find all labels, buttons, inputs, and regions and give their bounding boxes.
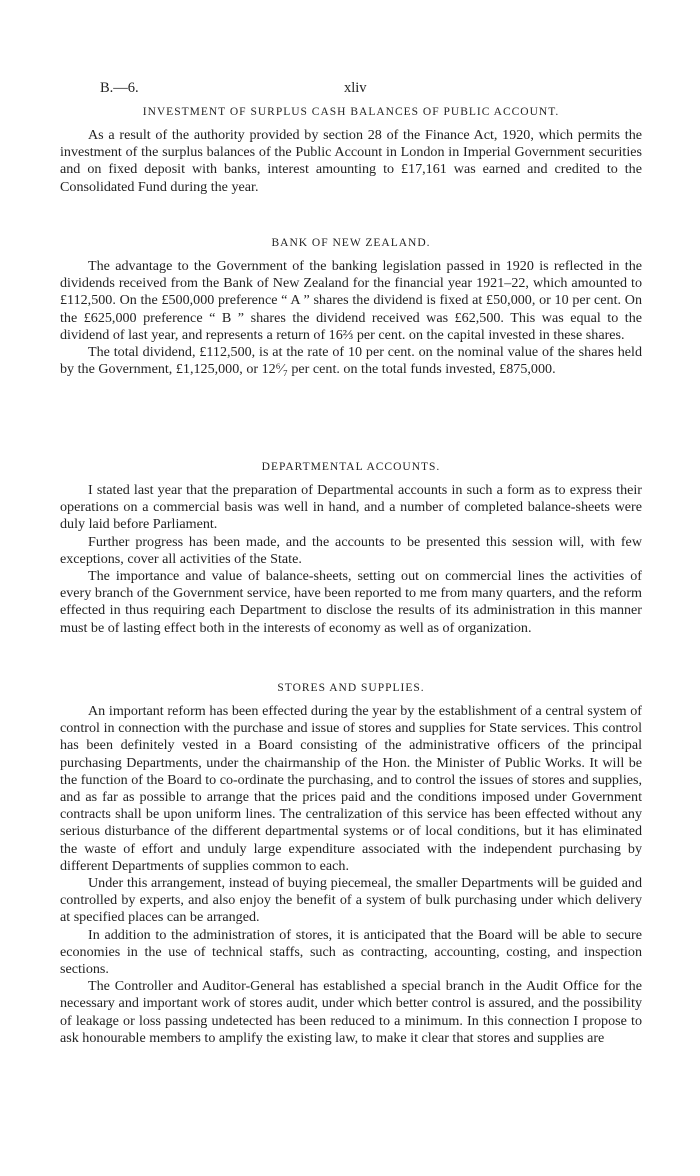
paragraph: The total dividend, £112,500, is at the rate of 10 per cent. on the nominal value of the shares held by the Government, £1,125,000, or 12⁶⁄₇ per cent. on the total funds invested, £875,000. (60, 344, 642, 378)
section-departmental-accounts (60, 460, 642, 637)
paragraph: I stated last year that the preparation of Departmental accounts in such a form as to express their operations on a commercial basis was well in hand, and a number of completed balance-sheets were duly laid before Parliament. (60, 482, 642, 533)
paragraph: The Controller and Auditor-General has established a special branch in the Audit Office for the necessary and important work of stores audit, under which better control is assured, and the possibility of leakage or loss passing undetected has been reduced to a minimum. In this connection I propose to ask honourable members to amplify the existing law, to make it clear that stores and supplies are (60, 978, 642, 1046)
paragraph: The advantage to the Government of the banking legislation passed in 1920 is reflected in the dividends received from the Bank of New Zealand for the financial year 1921–22, which amounted to £112,500. On the £500,000 preference “ A ” shares the dividend is fixed at £50,000, or 10 per cent. On the £625,000 preference “ B ” shares the dividend received was £62,500. This was equal to the dividend of last year, and represents a return of 16⅔ per cent. on the capital invested in these shares. (60, 258, 642, 343)
section-heading: BANK OF NEW ZEALAND. (271, 237, 431, 249)
paragraph: Under this arrangement, instead of buying piecemeal, the smaller Departments will be guided and controlled by experts, and also enjoy the benefit of a system of bulk purchasing under which delivery at specified places can be arranged. (60, 875, 642, 926)
section-investment (60, 105, 642, 196)
section-stores-and-supplies (60, 681, 642, 1047)
paragraph: Further progress has been made, and the accounts to be presented this session will, with few exceptions, cover all activities of the State. (60, 533, 642, 567)
section-heading: INVESTMENT OF SURPLUS CASH BALANCES OF PUBLIC ACCOUNT. (142, 106, 560, 118)
section-heading: STORES AND SUPPLIES. (277, 682, 425, 694)
paragraph: An important reform has been effected during the year by the establishment of a central system of control in connection with the purchase and issue of stores and supplies for State services. This control has been definitely vested in a Board consisting of the administrative officers of the principal purchasing Departments, under the chairmanship of the Hon. the Minister of Public Works. It will be the function of the Board to co-ordinate the purchasing, and to control the issues of stores and supplies, and as far as possible to arrange that the prices paid and the conditions imposed under Government contracts shall be upon uniform lines. The centralization of this service has been effected without any serious disturbance of the different departmental systems or of local conditions, but it has eliminated the waste of effort and unduly large expenditure associated with the independent purchasing by different Departments of supplies common to each. (60, 703, 643, 874)
page-number: xliv (344, 80, 367, 96)
section-heading: DEPARTMENTAL ACCOUNTS. (261, 461, 441, 473)
report-code: B.—6. (100, 80, 139, 96)
paragraph: The importance and value of balance-sheets, setting out on commercial lines the activities of every branch of the Government service, have been reported to me from many quarters, and the reform effected in thus requiring each Department to disclose the results of its administration in this manner must be of lasting effect both in the interests of economy as well as of organization. (60, 568, 642, 636)
paragraph: As a result of the authority provided by section 28 of the Finance Act, 1920, which permits the investment of the surplus balances of the Public Account in London in Imperial Government securities and on fixed deposit with banks, interest amounting to £17,161 was earned and credited to the Consolidated Fund during the year. (60, 127, 642, 195)
paragraph: In addition to the administration of stores, it is anticipated that the Board will be able to secure economies in the use of technical staffs, such as contracting, accounting, costing, and inspection sections. (60, 926, 642, 978)
section-bank-of-new-zealand (60, 236, 642, 378)
